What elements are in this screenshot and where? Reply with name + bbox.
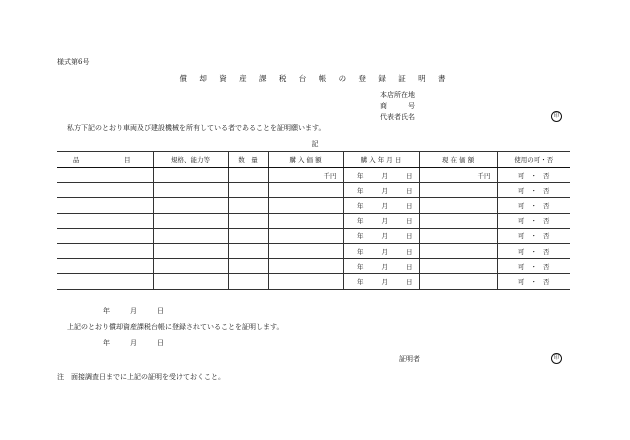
table-row — [57, 168, 570, 183]
request-text: 私方下記のとおり車両及び建設機械を所有している者であることを証明願います。 — [67, 124, 326, 132]
table-row — [57, 183, 570, 198]
date-month: 月 — [381, 247, 388, 256]
date-line-2-year: 年 — [103, 339, 110, 347]
cell-usable: 可 ・ 否 — [497, 243, 570, 258]
cell-qty — [228, 183, 268, 198]
date-line-2 — [103, 338, 164, 348]
cell-usable: 可 ・ 否 — [497, 198, 570, 213]
cell-item — [57, 274, 153, 289]
form-number: 様式第6号 — [57, 58, 90, 66]
header-item — [57, 152, 153, 168]
header-current-value: 現 在 価 額 — [419, 152, 497, 168]
cell-purchase-date — [343, 213, 419, 228]
table-row — [57, 243, 570, 258]
cell-item — [57, 213, 153, 228]
cell-current-value — [419, 243, 497, 258]
cell-current-value: 千円 — [419, 168, 497, 183]
cell-usable: 可 ・ 否 — [497, 259, 570, 274]
date-day: 日 — [406, 277, 413, 286]
date-day: 日 — [406, 217, 413, 226]
cell-purchase-price — [268, 228, 343, 243]
date-line-2-month: 月 — [130, 339, 137, 347]
cell-current-value — [419, 228, 497, 243]
table-row — [57, 259, 570, 274]
table-row — [57, 274, 570, 289]
cell-spec — [153, 274, 228, 289]
cell-purchase-date — [343, 228, 419, 243]
cell-usable: 可 ・ 否 — [497, 228, 570, 243]
header-spec: 規格、能力等 — [153, 152, 228, 168]
representative-name-label: 代表者氏名 — [380, 113, 415, 121]
cell-purchase-date — [343, 259, 419, 274]
date-day: 日 — [406, 186, 413, 195]
cell-purchase-price — [268, 213, 343, 228]
date-month: 月 — [381, 186, 388, 195]
cell-purchase-price — [268, 259, 343, 274]
footnote: 注 面接調査日までに上記の証明を受けておくこと。 — [57, 373, 225, 381]
date-line-1-year: 年 — [103, 307, 110, 315]
date-day: 日 — [406, 262, 413, 271]
header-item-char2: 目 — [124, 156, 131, 164]
header-usable: 使用の可・否 — [497, 152, 570, 168]
cell-purchase-date — [343, 274, 419, 289]
date-year: 年 — [357, 277, 364, 286]
head-office-address-label: 本店所在地 — [380, 91, 415, 99]
certifier-seal-mark: 印 — [551, 353, 562, 364]
cell-spec — [153, 259, 228, 274]
date-line-2-day: 日 — [157, 339, 164, 347]
cell-item — [57, 259, 153, 274]
cell-spec — [153, 198, 228, 213]
header-purchase-price: 購 入 価 額 — [268, 152, 343, 168]
date-month: 月 — [381, 171, 388, 180]
cell-usable: 可 ・ 否 — [497, 168, 570, 183]
cell-purchase-price — [268, 243, 343, 258]
cell-item — [57, 198, 153, 213]
cell-qty — [228, 168, 268, 183]
date-year: 年 — [357, 232, 364, 241]
cell-current-value — [419, 213, 497, 228]
cell-purchase-date — [343, 198, 419, 213]
cell-purchase-price — [268, 198, 343, 213]
table-row — [57, 213, 570, 228]
date-month: 月 — [381, 262, 388, 271]
certification-text: 上記のとおり償却資産課税台帳に登録されていることを証明します。 — [67, 323, 284, 331]
cell-qty — [228, 198, 268, 213]
date-year: 年 — [357, 186, 364, 195]
header-qty: 数 量 — [228, 152, 268, 168]
date-year: 年 — [357, 201, 364, 210]
cell-spec — [153, 168, 228, 183]
cell-item — [57, 183, 153, 198]
cell-current-value — [419, 198, 497, 213]
cell-usable: 可 ・ 否 — [497, 274, 570, 289]
cell-qty — [228, 274, 268, 289]
date-year: 年 — [357, 262, 364, 271]
date-day: 日 — [406, 232, 413, 241]
trade-name-label: 商 号 — [380, 102, 415, 110]
asset-register-table — [57, 151, 570, 290]
date-year: 年 — [357, 247, 364, 256]
date-day: 日 — [406, 171, 413, 180]
date-day: 日 — [406, 201, 413, 210]
cell-item — [57, 168, 153, 183]
date-month: 月 — [381, 232, 388, 241]
date-day: 日 — [406, 247, 413, 256]
cell-purchase-price — [268, 183, 343, 198]
cell-qty — [228, 243, 268, 258]
applicant-seal-mark: 印 — [551, 111, 562, 122]
cell-usable: 可 ・ 否 — [497, 213, 570, 228]
cell-current-value — [419, 274, 497, 289]
date-month: 月 — [381, 277, 388, 286]
cell-purchase-date — [343, 243, 419, 258]
date-line-1-month: 月 — [130, 307, 137, 315]
document-title: 償 却 資 産 課 税 台 帳 の 登 録 証 明 書 — [179, 74, 451, 83]
cell-item — [57, 228, 153, 243]
cell-usable: 可 ・ 否 — [497, 183, 570, 198]
header-item-char1: 品 — [73, 156, 80, 164]
cell-spec — [153, 213, 228, 228]
cell-spec — [153, 243, 228, 258]
date-year: 年 — [357, 171, 364, 180]
cell-purchase-price: 千円 — [268, 168, 343, 183]
cell-qty — [228, 213, 268, 228]
header-purchase-date: 購 入 年 月 日 — [343, 152, 419, 168]
cell-purchase-date — [343, 168, 419, 183]
table-row — [57, 228, 570, 243]
cell-qty — [228, 228, 268, 243]
cell-qty — [228, 259, 268, 274]
cell-spec — [153, 183, 228, 198]
cell-spec — [153, 228, 228, 243]
date-line-1 — [103, 306, 164, 316]
cell-purchase-date — [343, 183, 419, 198]
ki-heading: 記 — [311, 140, 319, 148]
date-line-1-day: 日 — [157, 307, 164, 315]
date-month: 月 — [381, 217, 388, 226]
certifier-label: 証明者 — [399, 355, 420, 363]
table-header-row — [57, 152, 570, 168]
date-month: 月 — [381, 201, 388, 210]
date-year: 年 — [357, 217, 364, 226]
cell-item — [57, 243, 153, 258]
table-row — [57, 198, 570, 213]
cell-purchase-price — [268, 274, 343, 289]
cell-current-value — [419, 183, 497, 198]
cell-current-value — [419, 259, 497, 274]
